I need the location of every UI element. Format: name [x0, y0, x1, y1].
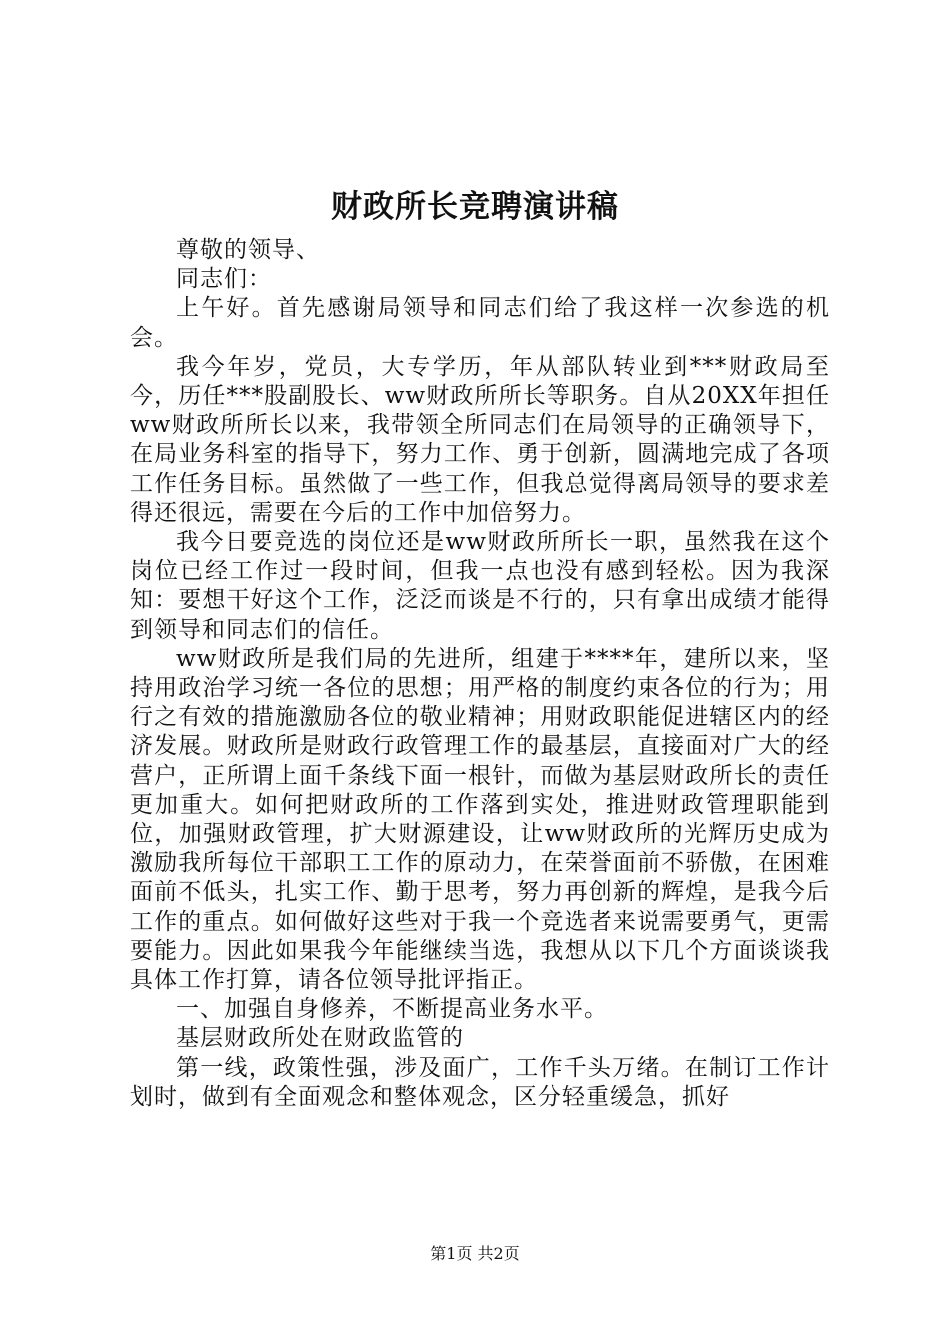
paragraph-section-1a: 基层财政所处在财政监管的 [176, 1025, 464, 1052]
paragraph-institution: ww财政所是我们局的先进所，组建于****年，建所以来，坚持用政治学习统一各位的思想；用严格的制度约束各位的行为；用行之有效的措施激励各位的敬业精神；用财政职能促进辖区内的经济发展。财政所是财政行政管理工作的最基层，直接面对广大的经营户，正所谓上面千条线下面一根针，而做为基层财政所长的责任更加重大。如何把财政所的工作落到实处，推进财政管理职能到位，加强财政管理，扩大财源建设，让ww财政所的光辉历史成为激励我所每位干部职工工作的原动力，在荣誉面前不骄傲，在困难面前不低头，扎实工作、勤于思考，努力再创新的辉煌，是我今后工作的重点。如何做好这些对于我一个竞选者来说需要勇气，更需要能力。因此如果我今年能继续当选，我想从以下几个方面谈谈我具体工作打算，请各位领导批评指正。 [130, 645, 830, 994]
paragraph-greeting: 上午好。首先感谢局领导和同志们给了我这样一次参选的机会。 [130, 295, 830, 351]
paragraph-position: 我今日要竞选的岗位还是ww财政所所长一职，虽然我在这个岗位已经工作过一段时间，但我一点也没有感到轻松。因为我深知：要想干好这个工作，泛泛而谈是不行的，只有拿出成绩才能得到领导和同志们的信任。 [130, 529, 830, 643]
document-body [130, 236, 830, 1112]
paragraph-background: 我今年岁，党员，大专学历，年从部队转业到***财政局至今，历任***股副股长、ww财政所所长等职务。自从20XX年担任ww财政所所长以来，我带领全所同志们在局领导的正确领导下，在局业务科室的指导下，努力工作、勇于创新，圆满地完成了各项工作任务目标。虽然做了一些工作，但我总觉得离局领导的要求差得还很远，需要在今后的工作中加倍努力。 [130, 353, 830, 526]
salutation-line-2: 同志们： [176, 266, 272, 293]
salutation-line-1: 尊敬的领导、 [176, 237, 320, 263]
paragraph-section-1b: 第一线，政策性强，涉及面广，工作千头万绪。在制订工作计划时，做到有全面观念和整体观念，区分轻重缓急，抓好 [130, 1054, 830, 1110]
page-number: 第1页 共2页 [430, 1244, 520, 1263]
document-title: 财政所长竞聘演讲稿 [331, 189, 619, 225]
section-heading-1: 一、加强自身修养，不断提高业务水平。 [176, 996, 608, 1023]
